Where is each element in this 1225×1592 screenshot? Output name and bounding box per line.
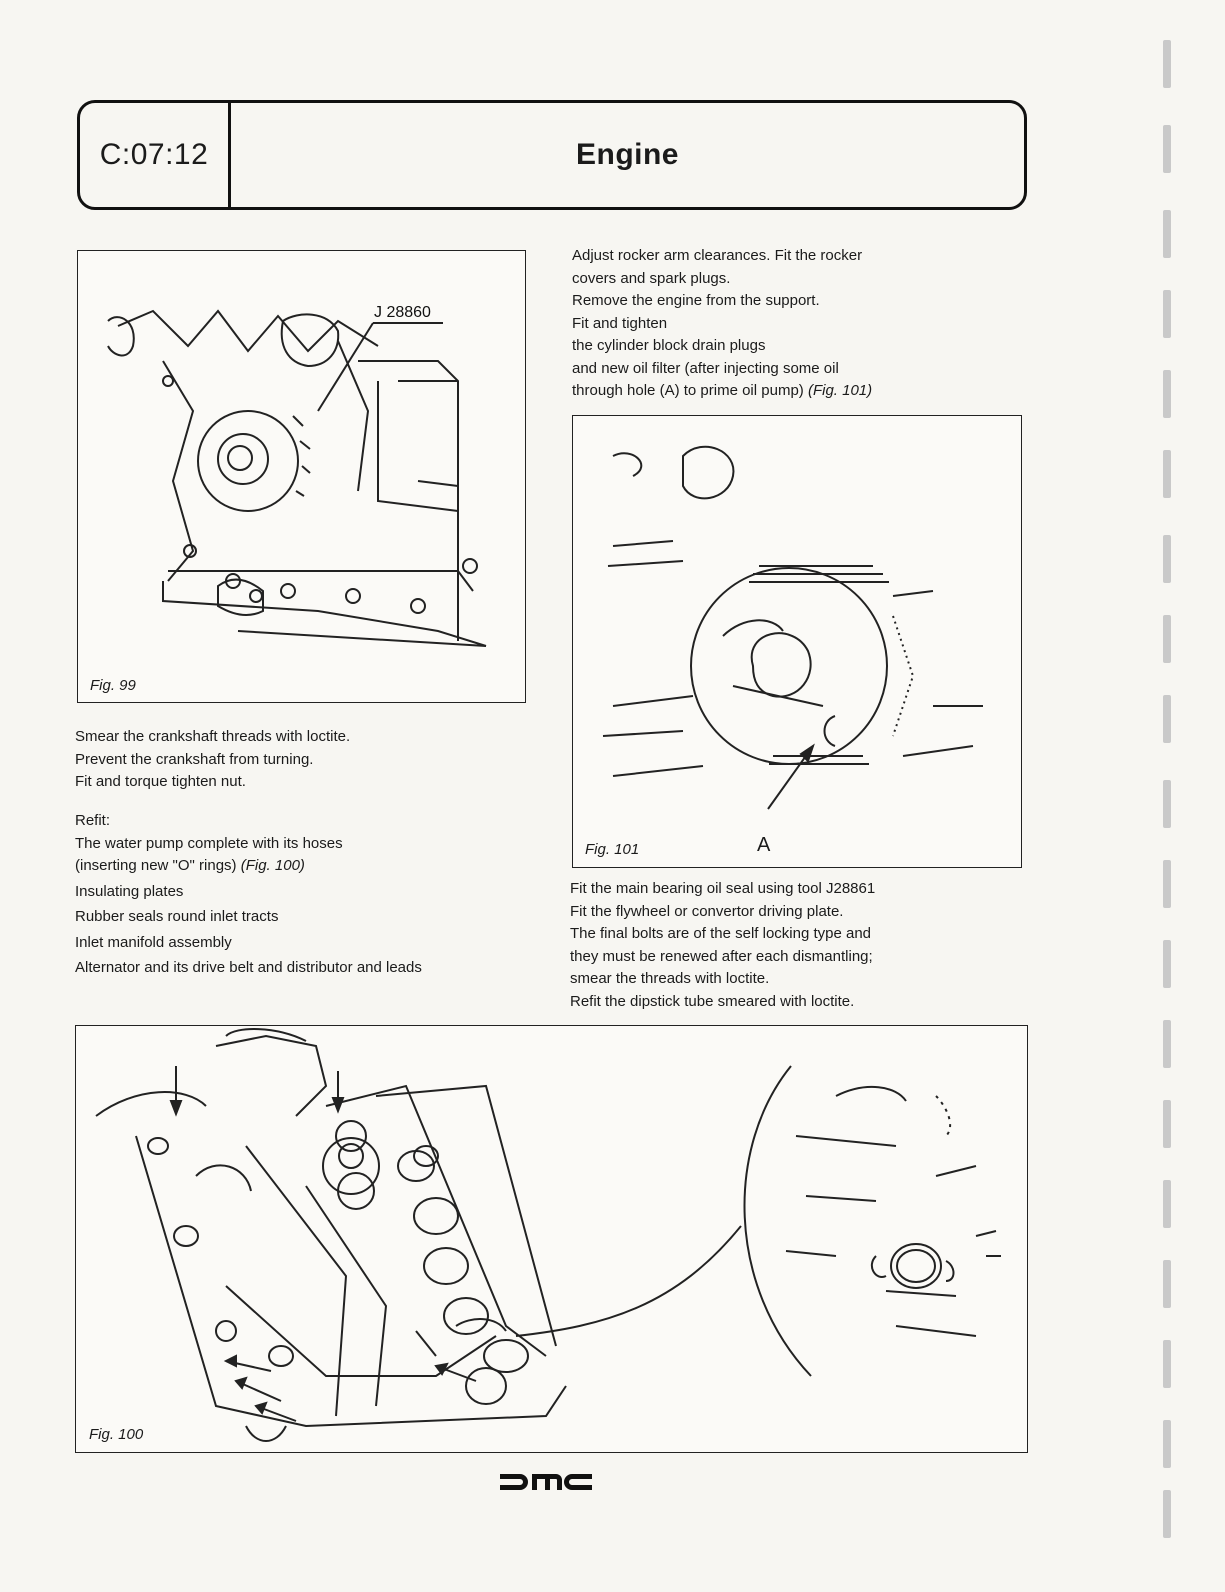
figure-99-drawing bbox=[78, 251, 527, 704]
text-line bbox=[572, 380, 992, 403]
figure-101 bbox=[572, 415, 1022, 868]
tab-divider bbox=[1163, 1420, 1171, 1468]
figure-99-caption: Fig. 99 bbox=[90, 677, 136, 694]
tab-divider bbox=[1163, 1260, 1171, 1308]
tab-divider bbox=[1163, 1020, 1171, 1068]
text-line: covers and spark plugs. bbox=[572, 269, 731, 287]
text-line: Fit and torque tighten nut. bbox=[75, 773, 246, 790]
point-a-label: A bbox=[757, 834, 771, 856]
text-line: and new oil filter (after injecting some oil bbox=[572, 359, 839, 377]
tab-divider bbox=[1163, 370, 1171, 418]
tab-divider bbox=[1163, 780, 1171, 828]
tab-divider bbox=[1163, 940, 1171, 988]
figure-reference: (Fig. 100) bbox=[240, 857, 305, 874]
left-text-block bbox=[75, 726, 515, 794]
text-line: The final bolts are of the self locking type and bbox=[570, 925, 872, 942]
text-line: Adjust rocker arm clearances. Fit the rocker bbox=[572, 247, 863, 264]
figure-99 bbox=[77, 250, 526, 703]
tab-divider bbox=[1163, 615, 1171, 663]
tab-divider bbox=[1163, 290, 1171, 338]
figure-100 bbox=[75, 1025, 1028, 1453]
tab-divider bbox=[1163, 1340, 1171, 1388]
figure-reference: (Fig. 101) bbox=[807, 382, 873, 399]
tab-divider bbox=[1163, 535, 1171, 583]
dmc-logo-icon bbox=[500, 1470, 592, 1494]
figure-100-caption: Fig. 100 bbox=[89, 1426, 144, 1443]
text-line: Fit the flywheel or convertor driving plate. bbox=[570, 902, 844, 920]
text-line: Remove the engine from the support. bbox=[572, 292, 820, 309]
text-fragment: through hole (A) to prime oil pump) bbox=[572, 382, 804, 399]
refit-heading: Refit: bbox=[75, 812, 111, 829]
text-line: Fit and tighten bbox=[572, 314, 668, 332]
figure-100-drawing bbox=[76, 1026, 1029, 1454]
text-line: Refit the dipstick tube smeared with loctite. bbox=[570, 992, 855, 1010]
text-line bbox=[75, 855, 515, 878]
tab-divider bbox=[1163, 695, 1171, 743]
tool-label: J 28860 bbox=[374, 304, 431, 321]
tab-divider bbox=[1163, 860, 1171, 908]
right-top-text bbox=[572, 245, 992, 403]
tab-divider bbox=[1163, 450, 1171, 498]
text-line: smear the threads with loctite. bbox=[570, 970, 770, 987]
list-item: Alternator and its drive belt and distributor and leads bbox=[75, 959, 422, 976]
section-code: C:07:12 bbox=[80, 103, 231, 207]
text-line: Prevent the crankshaft from turning. bbox=[75, 750, 314, 768]
text-fragment: (inserting new "O" rings) bbox=[75, 857, 237, 874]
figure-101-drawing bbox=[573, 416, 1023, 869]
list-item: Rubber seals round inlet tracts bbox=[75, 908, 279, 925]
page-tab-dividers bbox=[1155, 40, 1185, 1560]
page-header bbox=[77, 100, 1027, 210]
text-line: the cylinder block drain plugs bbox=[572, 337, 766, 354]
tab-divider bbox=[1163, 1490, 1171, 1538]
page-title: Engine bbox=[575, 138, 679, 171]
right-bottom-text bbox=[570, 878, 1000, 1013]
text-line: Fit the main bearing oil seal using tool J28861 bbox=[570, 880, 876, 897]
text-line: The water pump complete with its hoses bbox=[75, 834, 343, 852]
text-line: they must be renewed after each dismantling; bbox=[570, 947, 873, 965]
figure-101-caption: Fig. 101 bbox=[585, 841, 640, 858]
refit-block bbox=[75, 810, 515, 980]
tab-divider bbox=[1163, 1100, 1171, 1148]
text-line: Smear the crankshaft threads with loctite. bbox=[75, 728, 351, 745]
tab-divider bbox=[1163, 210, 1171, 258]
list-item: Inlet manifold assembly bbox=[75, 933, 232, 951]
tab-divider bbox=[1163, 125, 1171, 173]
list-item: Insulating plates bbox=[75, 882, 184, 900]
tab-divider bbox=[1163, 1180, 1171, 1228]
tab-divider bbox=[1163, 40, 1171, 88]
